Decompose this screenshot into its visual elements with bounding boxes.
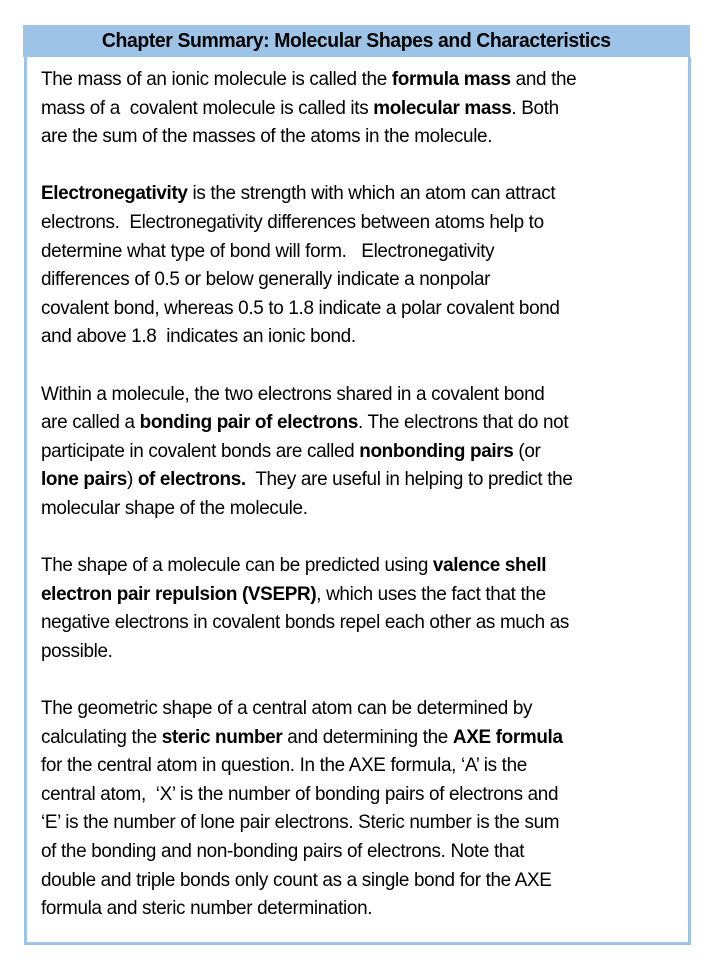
text-segment: and above 1.8 indicates an ionic bond. [41, 325, 356, 348]
text-segment: mass of a covalent molecule is called its [41, 96, 374, 119]
text-segment: differences of 0.5 or below generally indicate a nonpolar [41, 268, 491, 291]
text-line [41, 465, 681, 494]
bold-term: electron pair repulsion (VSEPR) [41, 582, 317, 605]
text-line [41, 265, 681, 294]
text-line [41, 179, 681, 208]
bold-term: molecular mass [373, 96, 512, 119]
text-line [41, 494, 681, 523]
summary-content-box [24, 57, 691, 945]
text-segment: formula and steric number determination. [41, 897, 373, 920]
text-segment: possible. [41, 639, 113, 662]
text-line [41, 894, 681, 923]
paragraph-vsepr [41, 551, 701, 665]
text-segment: The mass of an ionic molecule is called the [41, 68, 392, 90]
bold-term: formula mass [391, 68, 511, 90]
text-line [41, 780, 681, 809]
page-title: Chapter Summary: Molecular Shapes and Characteristics [102, 29, 611, 52]
text-line [41, 208, 681, 237]
text-segment: are called a [41, 411, 140, 434]
bold-term: AXE formula [452, 725, 563, 748]
text-segment: ) [126, 468, 138, 491]
bold-term: steric number [161, 725, 283, 748]
text-segment: molecular shape of the molecule. [41, 496, 308, 519]
text-line [41, 751, 681, 780]
paragraph-formula-mass [41, 65, 701, 151]
text-line [41, 808, 681, 837]
text-segment: . Both [511, 96, 559, 119]
text-segment: The geometric shape of a central atom can be determined by [41, 697, 533, 720]
bold-term: Electronegativity [41, 182, 188, 205]
text-line [41, 294, 681, 323]
text-line [41, 408, 681, 437]
bold-term: of electrons. [137, 468, 246, 491]
text-segment: is the strength with which an atom can attract [187, 182, 556, 205]
text-segment: and determining the [282, 725, 453, 748]
text-line [41, 608, 681, 637]
bold-term: bonding pair of electrons [139, 411, 359, 434]
text-segment: for the central atom in question. In the AXE formula, ‘A’ is the [41, 754, 527, 777]
text-segment: determine what type of bond will form. Electronegativity [41, 239, 495, 262]
paragraph-bonding-pairs [41, 380, 701, 523]
text-segment: of the bonding and non-bonding pairs of electrons. Note that [41, 840, 525, 863]
text-segment: are the sum of the masses of the atoms in the molecule. [41, 125, 493, 148]
text-line [41, 637, 681, 666]
paragraph-electronegativity [41, 179, 701, 351]
paragraph-axe-formula [41, 694, 701, 923]
text-segment: calculating the [41, 725, 162, 748]
text-line [41, 237, 681, 266]
text-segment: , which uses the fact that the [316, 582, 546, 605]
text-segment: and the [510, 68, 577, 90]
summary-text [41, 65, 701, 951]
text-segment: double and triple bonds only count as a single bond for the AXE [41, 868, 552, 891]
text-line [41, 694, 681, 723]
text-segment: covalent bond, whereas 0.5 to 1.8 indicate a polar covalent bond [41, 296, 560, 319]
text-segment: The shape of a molecule can be predicted using [41, 554, 433, 577]
text-line [41, 322, 681, 351]
text-line [41, 580, 681, 609]
text-line [41, 837, 681, 866]
text-line [41, 551, 681, 580]
bold-term: valence shell [432, 554, 547, 577]
text-line [41, 122, 681, 151]
text-segment: negative electrons in covalent bonds repel each other as much as [41, 611, 570, 634]
text-line [41, 94, 681, 123]
text-segment: participate in covalent bonds are called [41, 439, 360, 462]
text-segment: . The electrons that do not [358, 411, 569, 434]
text-line [41, 380, 681, 409]
chapter-summary-header [23, 25, 690, 57]
text-segment: Within a molecule, the two electrons shared in a covalent bond [41, 382, 545, 405]
text-segment: central atom, ‘X’ is the number of bonding pairs of electrons and [41, 782, 559, 805]
text-line [41, 65, 681, 94]
text-line [41, 437, 681, 466]
bold-term: lone pairs [41, 468, 127, 491]
text-segment: ‘E’ is the number of lone pair electrons. Steric number is the sum [41, 811, 560, 834]
text-segment: (or [513, 439, 541, 462]
text-segment: They are useful in helping to predict the [245, 468, 573, 491]
text-segment: electrons. Electronegativity differences between atoms help to [41, 210, 544, 233]
text-line [41, 866, 681, 895]
text-line [41, 723, 681, 752]
bold-term: nonbonding pairs [359, 439, 514, 462]
